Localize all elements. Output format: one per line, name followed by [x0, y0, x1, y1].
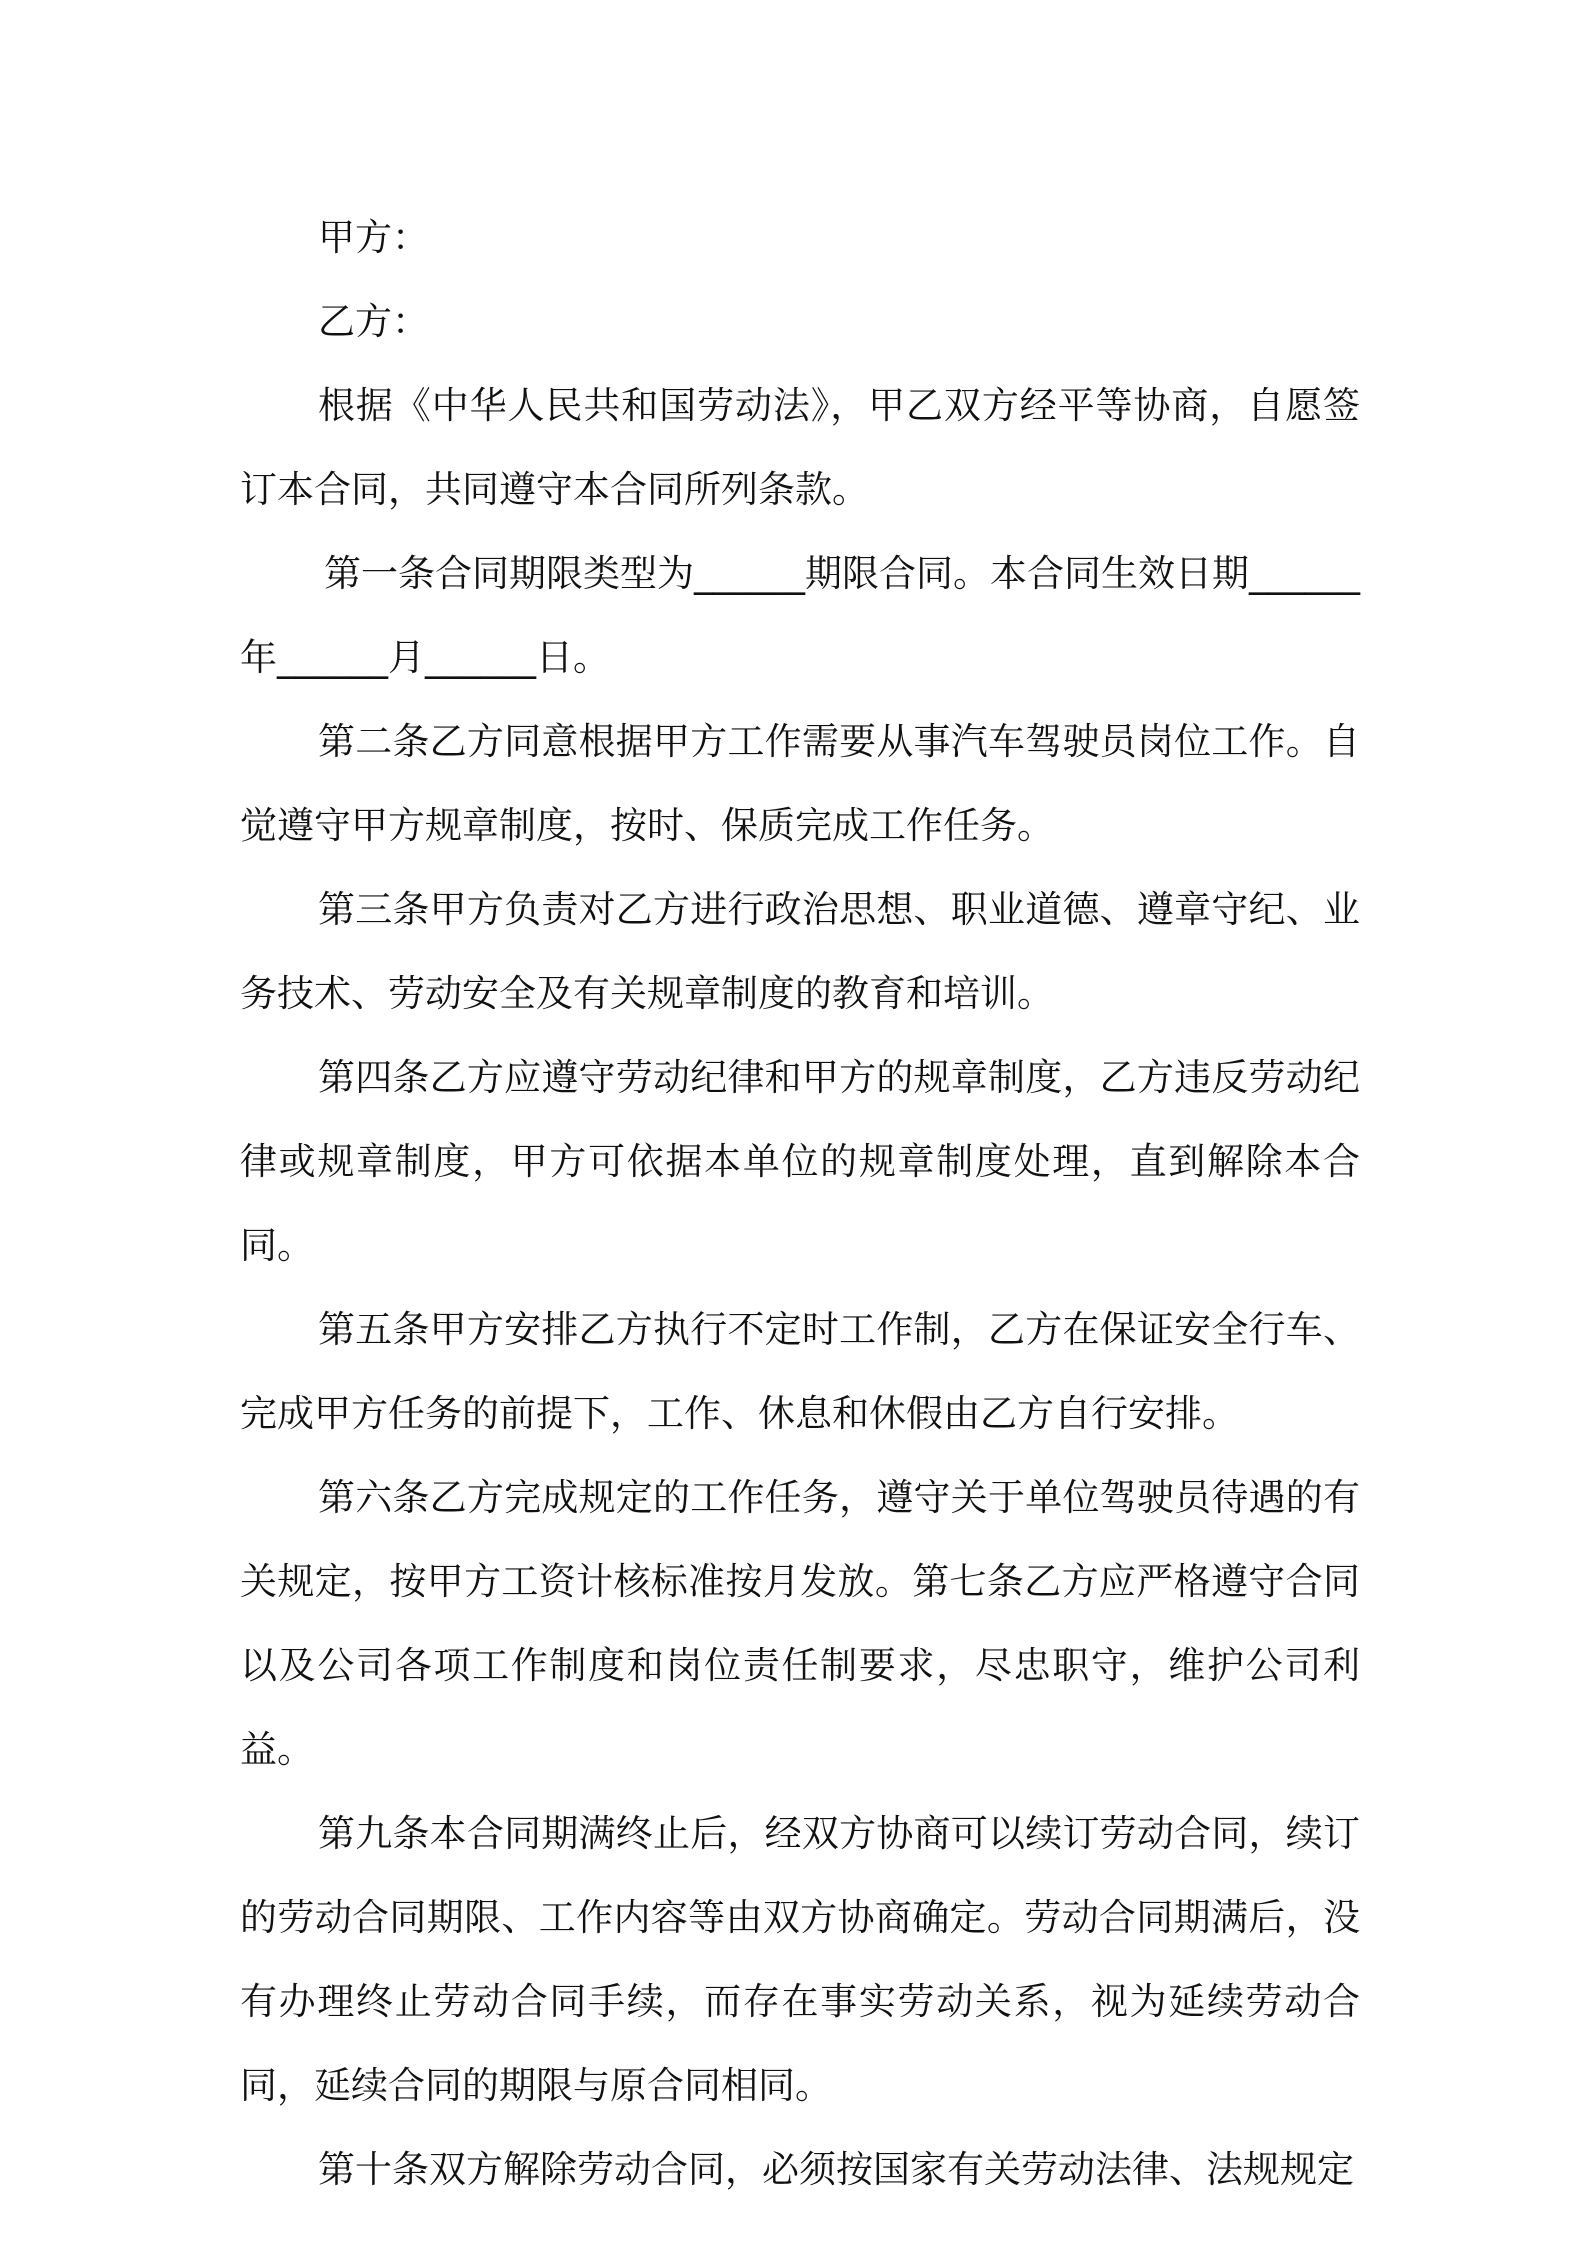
article-4-paragraph: 第四条乙方应遵守劳动纪律和甲方的规章制度，乙方违反劳动纪律或规章制度，甲方可依据本单位的规章制度处理，直到解除本合同。: [240, 1056, 1360, 1267]
article-6-7-paragraph: 第六条乙方完成规定的工作任务，遵守关于单位驾驶员待遇的有关规定，按甲方工资计核标准按月发放。第七条乙方应严格遵守合同以及公司各项工作制度和岗位责任制要求，尽忠职守，维护公司利益。: [240, 1476, 1360, 1771]
party-b-label: 乙方：: [318, 300, 429, 343]
party-a-label: 甲方：: [318, 216, 429, 259]
article-5-paragraph: 第五条甲方安排乙方执行不定时工作制，乙方在保证安全行车、完成甲方任务的前提下，工作、休息和休假由乙方自行安排。: [240, 1308, 1360, 1435]
article-2-paragraph: 第二条乙方同意根据甲方工作需要从事汽车驾驶员岗位工作。自觉遵守甲方规章制度，按时、保质完成工作任务。: [240, 720, 1360, 847]
preamble-paragraph: 根据《中华人民共和国劳动法》，甲乙双方经平等协商，自愿签订本合同，共同遵守本合同所列条款。: [240, 384, 1360, 511]
article-1-paragraph: 第一条合同期限类型为______期限合同。本合同生效日期______年______月______日。: [240, 552, 1360, 679]
contract-page: [240, 196, 1360, 2212]
article-10-paragraph: 第十条双方解除劳动合同，必须按国家有关劳动法律、法规规定: [318, 2148, 1354, 2191]
article-3-paragraph: 第三条甲方负责对乙方进行政治思想、职业道德、遵章守纪、业务技术、劳动安全及有关规章制度的教育和培训。: [240, 888, 1360, 1015]
article-9-paragraph: 第九条本合同期满终止后，经双方协商可以续订劳动合同，续订的劳动合同期限、工作内容等由双方协商确定。劳动合同期满后，没有办理终止劳动合同手续，而存在事实劳动关系，视为延续劳动合同，延续合同的期限与原合同相同。: [240, 1812, 1360, 2107]
